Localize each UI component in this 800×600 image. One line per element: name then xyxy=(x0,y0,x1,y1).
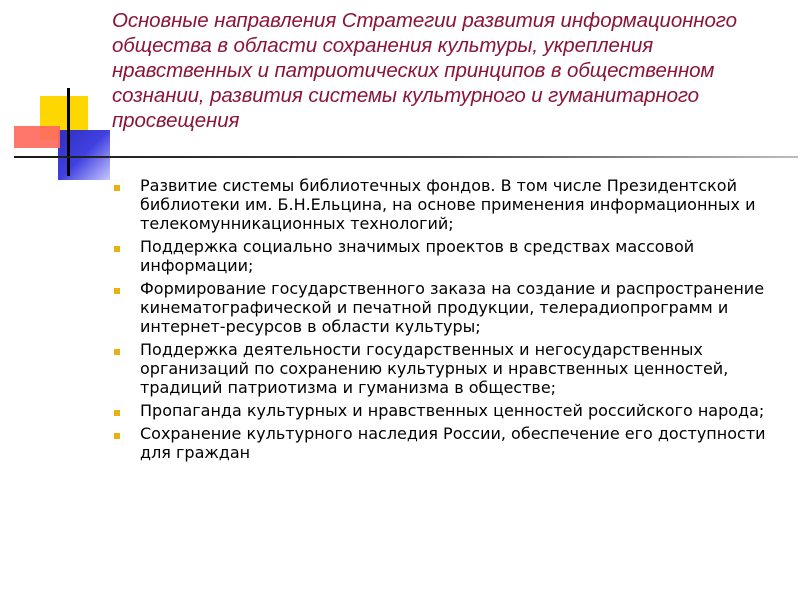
bullet-square-icon xyxy=(114,246,120,252)
bullet-square-icon xyxy=(114,185,120,191)
bullet-text: Формирование государственного заказа на создание и распространение кинематографической и печатной продукции, телерадиопрограмм и интернет-ресурсов в области культуры; xyxy=(140,279,765,336)
bullet-square-icon xyxy=(114,288,120,294)
bullet-item xyxy=(110,340,770,397)
bullet-item xyxy=(110,401,770,420)
decorative-vertical-line xyxy=(67,88,70,176)
bullet-item xyxy=(110,424,770,462)
bullet-text: Поддержка социально значимых проектов в средствах массовой информации; xyxy=(140,237,695,275)
title-divider-line xyxy=(14,156,798,158)
decorative-blue-square xyxy=(58,130,110,180)
bullet-square-icon xyxy=(114,349,120,355)
bullet-item xyxy=(110,279,770,336)
bullet-text: Пропаганда культурных и нравственных ценностей российского народа; xyxy=(140,401,765,420)
slide-title: Основные направления Стратегии развития информационного общества в области сохранения культуры, укрепления нравственных и патриотических принципов в общественном сознании, развития системы культурного и гуманитарного просвещения xyxy=(112,9,737,132)
decorative-red-bar xyxy=(14,126,60,148)
bullet-item xyxy=(110,237,770,275)
bullet-list xyxy=(110,176,770,466)
bullet-text: Сохранение культурного наследия России, обеспечение его доступности для граждан xyxy=(140,424,766,462)
bullet-square-icon xyxy=(114,410,120,416)
bullet-text: Поддержка деятельности государственных и негосударственных организаций по сохранению культурных и нравственных ценностей, традиций патриотизма и гуманизма в обществе; xyxy=(140,340,729,397)
bullet-item xyxy=(110,176,770,233)
bullet-text: Развитие системы библиотечных фондов. В том числе Президентской библиотеки им. Б.Н.Ельцина, на основе применения информационных и телекомунникационных технологий; xyxy=(140,176,756,233)
bullet-square-icon xyxy=(114,433,120,439)
